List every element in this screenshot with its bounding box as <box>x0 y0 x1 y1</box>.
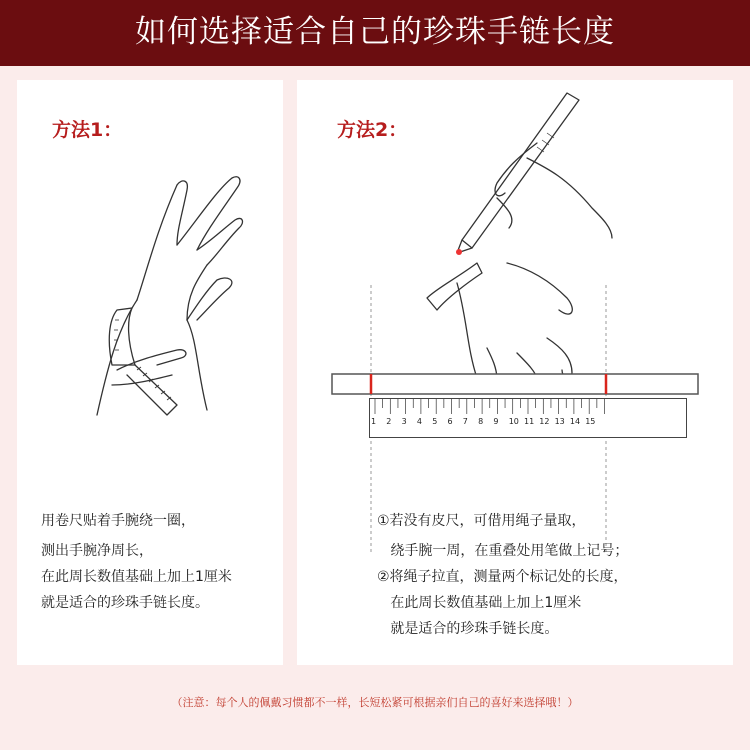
page-title: 如何选择适合自己的珍珠手链长度 <box>135 14 615 50</box>
ruler-tick-label: 1 <box>371 417 377 426</box>
method1-line-2: 测出手腕净周长， <box>41 543 153 559</box>
ruler-tick-label: 12 <box>539 417 550 426</box>
ruler-tick-label: 11 <box>524 417 535 426</box>
ruler-tick-label: 5 <box>432 417 438 426</box>
ruler-tick-label: 13 <box>554 417 565 426</box>
ruler-tick-label: 14 <box>569 417 581 426</box>
ruler-tick-label: 2 <box>386 417 392 426</box>
method2-line-5: 就是适合的珍珠手链长度。 <box>377 621 559 637</box>
ruler-tick-label: 3 <box>401 417 407 426</box>
ruler-tick-label: 7 <box>462 417 468 426</box>
method1-label: 方法1： <box>52 119 123 141</box>
header-banner <box>0 0 750 66</box>
method1-line-1: 用卷尺贴着手腕绕一圈， <box>41 513 195 529</box>
method1-panel <box>17 80 283 665</box>
ruler-tick-label: 9 <box>493 417 499 426</box>
ruler-tick-label: 10 <box>508 417 519 426</box>
ruler-tick-label: 4 <box>416 417 422 426</box>
ruler-tick-label: 8 <box>478 417 484 426</box>
footer-note: （注意：每个人的佩戴习惯都不一样，长短松紧可根据亲们自己的喜好来选择哦！） <box>171 696 579 709</box>
method2-line-2: 绕手腕一周，在重叠处用笔做上记号； <box>377 543 629 559</box>
method2-panel <box>297 80 733 665</box>
straightened-string <box>331 373 699 395</box>
method2-line-3: ②将绳子拉直，测量两个标记处的长度， <box>377 569 628 585</box>
ruler-tick-label: 6 <box>447 417 453 426</box>
method1-line-3: 在此周长数值基础上加上1厘米 <box>41 569 232 585</box>
ruler-tick-label: 15 <box>585 417 596 426</box>
method2-label: 方法2： <box>337 119 408 141</box>
method2-line-4: 在此周长数值基础上加上1厘米 <box>377 595 582 611</box>
pen-mark-dot <box>456 249 462 255</box>
wrist-tape-measure-illustration <box>57 170 277 430</box>
method2-line-1: ①若没有皮尺，可借用绳子量取， <box>377 513 586 529</box>
method1-line-4: 就是适合的珍珠手链长度。 <box>41 595 209 611</box>
ruler <box>369 398 687 438</box>
